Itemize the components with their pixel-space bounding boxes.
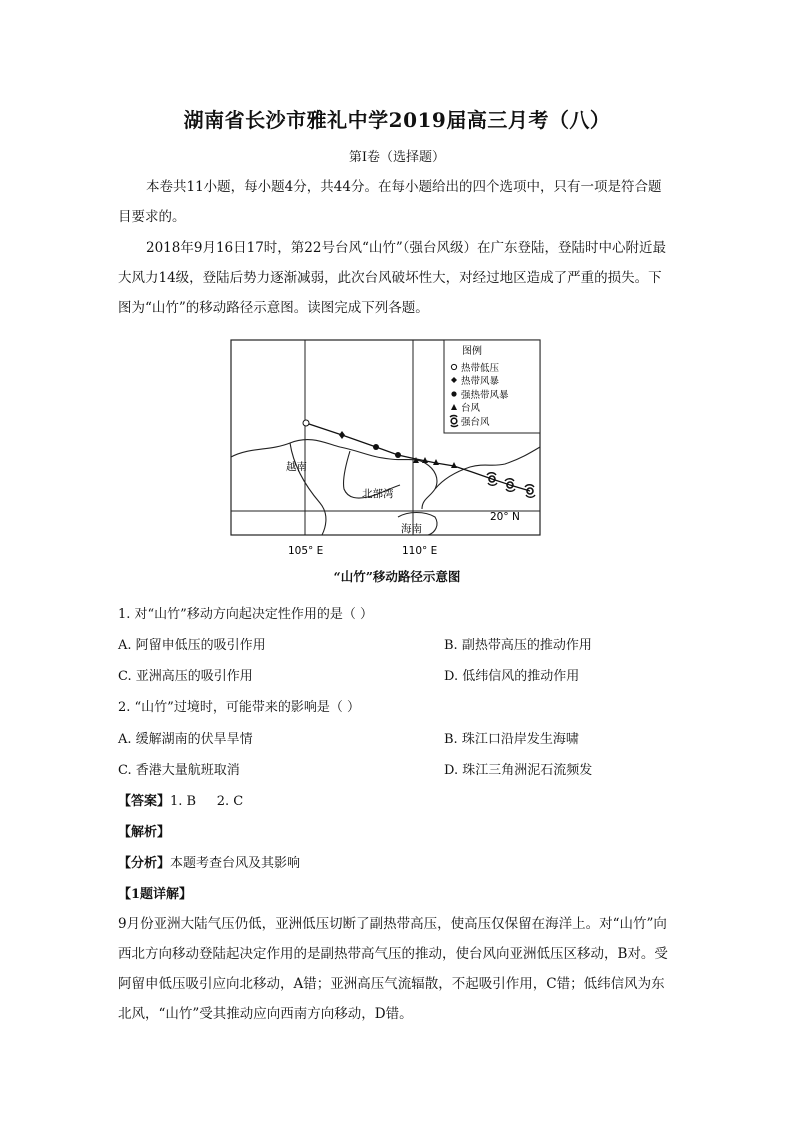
legend-item-1: 热带低压 xyxy=(461,363,500,374)
legend-item-2: 热带风暴 xyxy=(461,376,500,387)
legend-open-circle-icon xyxy=(451,364,456,369)
legend-item-5: 强台风 xyxy=(461,417,490,428)
question-2-stem: 2. “山竹”过境时，可能带来的影响是（ ） xyxy=(118,700,360,715)
analysis-label: 【解析】 xyxy=(118,825,171,840)
legend-item-4: 台风 xyxy=(461,403,481,414)
legend-title: 图例 xyxy=(462,346,482,357)
question-2-option-c: C. 香港大量航班取消 xyxy=(118,763,240,778)
question-1-option-d: D. 低纬信风的推动作用 xyxy=(444,669,580,684)
answer-value: 1. B 2. C xyxy=(170,794,244,809)
label-110e: 110° E xyxy=(402,545,438,557)
label-105e: 105° E xyxy=(288,545,324,557)
question-2-option-a: A. 缓解湖南的伏旱旱情 xyxy=(118,732,253,747)
label-hainan: 海南 xyxy=(401,523,422,535)
section-subtitle: 第Ⅰ卷（选择题） xyxy=(348,150,446,165)
page-title: 湖南省长沙市雅礼中学2019届高三月考（八） xyxy=(183,108,611,132)
fenxi-line xyxy=(118,852,300,871)
label-gulf-of-tonkin: 北部湾 xyxy=(362,488,394,500)
question-1-option-c: C. 亚洲高压的吸引作用 xyxy=(118,669,253,684)
map-caption: “山竹”移动路径示意图 xyxy=(333,569,461,584)
typhoon-path-map xyxy=(230,339,542,560)
intro-paragraph-2: 2018年9月16日17时，第22号台风“山竹”（强台风级）在广东登陆，登陆时中心附近最大风力14级，登陆后势力逐渐减弱，此次台风破坏性大，对经过地区造成了严重的损失。下图为“山竹”的移动路径示意图。读图完成下列各题。 xyxy=(118,240,667,316)
fenxi-label: 【分析】 xyxy=(118,856,171,871)
fenxi-text: 本题考查台风及其影响 xyxy=(170,856,301,871)
legend-item-3: 强热带风暴 xyxy=(461,390,509,401)
answer-line xyxy=(118,790,243,809)
question-1-option-b: B. 副热带高压的推动作用 xyxy=(444,638,592,653)
question-1-option-a: A. 阿留申低压的吸引作用 xyxy=(118,638,266,653)
track-tropical-depression-point xyxy=(303,420,309,426)
question-2-option-d: D. 珠江三角洲泥石流频发 xyxy=(444,763,593,778)
q1-detail-label: 【1题详解】 xyxy=(118,887,193,902)
track-severe-storm-point xyxy=(373,444,379,450)
label-vietnam: 越南 xyxy=(286,461,307,473)
question-2-option-b: B. 珠江口沿岸发生海啸 xyxy=(444,732,579,747)
intro-paragraph-1: 本卷共11小题，每小题4分，共44分。在每小题给出的四个选项中，只有一项是符合题目要求的。 xyxy=(118,179,662,225)
answer-label: 【答案】 xyxy=(118,794,171,809)
q1-detail-text: 9月份亚洲大陆气压仍低，亚洲低压切断了副热带高压，使高压仅保留在海洋上。对“山竹”向西北方向移动登陆起决定作用的是副热带高气压的推动，使台风向亚洲低压区移动，B对。受阿留申低压吸引应向北移动，A错；亚洲高压气流辐散，不起吸引作用，C错；低纬信风为东北风，“山竹”受其推动应向西南方向移动，D错。 xyxy=(118,916,668,1022)
track-severe-storm-point xyxy=(395,452,401,458)
question-1-stem: 1. 对“山竹”移动方向起决定性作用的是（ ） xyxy=(118,607,373,622)
label-20n: 20° N xyxy=(490,511,520,523)
legend-filled-circle-icon xyxy=(451,391,456,396)
